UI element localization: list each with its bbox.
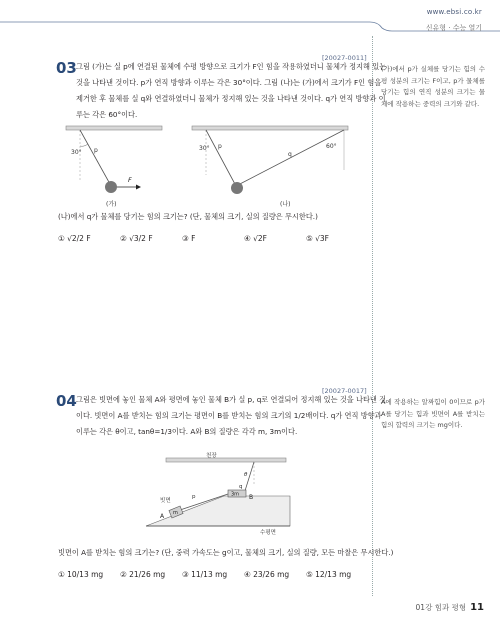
q3-b-label-q: q [288, 151, 292, 158]
q4-code: [20027-0017] [322, 387, 367, 395]
q3-a-label-F: F [128, 176, 132, 184]
q4-incline-label: 빗면 [160, 498, 171, 504]
q4-text: 그림은 빗면에 놓인 물체 A와 평면에 놓인 물체 B가 실 p, q로 연결되어 정지해 있는 것을 나타낸 것이다. 빗면이 A를 받치는 힘의 크기는 평면이 B를 받치는 힘의 크기의 1/2배이다. q가 연직 방향과 이루는 각은 θ이고, tanθ=1/3이다. A와 B의 질량은 각각 m, 3m이다. [76, 395, 387, 436]
q3-b-label-p: p [218, 143, 222, 150]
q3-choice-4[interactable]: ④ √2F [244, 234, 267, 243]
q3-a-angle: 30° [71, 149, 82, 156]
q4-number: 04 [56, 392, 77, 410]
q3-a-caption: (가) [106, 201, 117, 208]
q3-figure-a [58, 120, 168, 210]
q3-b-angle2: 60° [326, 143, 337, 150]
q4-theta: θ [244, 472, 248, 478]
q4-choice-2[interactable]: ② 21/26 mg [120, 570, 166, 579]
footer-chapter: 01강 힘과 평형 [415, 603, 467, 612]
q3-b-caption: (나) [280, 201, 291, 208]
site-url[interactable]: www.ebsi.co.kr [426, 8, 482, 16]
q4-mass-A: m [173, 510, 178, 516]
q4-subquestion: 빗면이 A를 받치는 힘의 크기는? (단, 중력 가속도는 g이고, 물체의 크기, 실의 질량, 모든 마찰은 무시한다.) [58, 548, 394, 557]
q4-floor-label: 수평면 [260, 530, 276, 536]
q3-b-angle1: 30° [199, 145, 210, 152]
q3-choice-1[interactable]: ① √2/2 F [58, 234, 91, 243]
section-label: 신유형 · 수능 열기 [425, 24, 482, 32]
q4-choice-3[interactable]: ③ 11/13 mg [182, 570, 228, 579]
q3-side-note: (가)에서 p가 실체를 당기는 힘의 수평 성분의 크기는 F이고, p가 물체를 당기는 힘의 연직 성분의 크기는 물체에 작용하는 중력의 크기와 같다. [381, 65, 485, 108]
q4-choice-4[interactable]: ④ 23/26 mg [244, 570, 290, 579]
q4-side-note: A에 작용하는 알짜힘이 0이므로 p가 A를 당기는 힘과 빗면이 A를 받치는 힘의 합력의 크기는 mg이다. [381, 398, 485, 429]
q3-subquestion: (나)에서 q가 물체를 당기는 힘의 크기는? (단, 물체의 크기, 실의 질량은 무시한다.) [58, 212, 318, 221]
q4-choices [58, 570, 368, 579]
q3-a-label-p: p [94, 147, 98, 154]
q4-ceiling-label: 천장 [206, 453, 217, 459]
q3-code: [20027-0011] [322, 54, 367, 62]
q4-choice-5[interactable]: ⑤ 12/13 mg [306, 570, 352, 579]
q3-choice-5[interactable]: ⑤ √3F [306, 234, 329, 243]
q3-figure-b [186, 120, 356, 210]
q4-label-q: q [239, 484, 243, 490]
q3-choices [58, 234, 368, 243]
q3-a-object [105, 181, 117, 193]
q4-label-p: p [192, 494, 196, 500]
page-number: 11 [470, 602, 484, 613]
q3-number: 03 [56, 59, 77, 77]
q4-label-A: A [160, 513, 165, 520]
q4-figure [140, 452, 300, 540]
q3-choice-3[interactable]: ③ F [182, 234, 196, 243]
q4-mass-B: 3m [231, 491, 240, 498]
page-footer [416, 602, 484, 613]
q3-choice-2[interactable]: ② √3/2 F [120, 234, 153, 243]
q3-b-object [231, 182, 243, 194]
q4-label-B: B [249, 494, 254, 501]
q3-text: 그림 (가)는 실 p에 연결된 물체에 수평 방향으로 크기가 F인 힘을 작용하였더니 물체가 정지해 있는 것을 나타낸 것이다. p가 연직 방향과 이루는 각은 30°이다. 그림 (나)는 (가)에서 크기가 F인 힘을 제거한 후 물체를 실 q와 연결하였더니 물체가 정지해 있는 것을 나타낸 것이다. q가 연직 방향과 이루는 각은 60°이다. [76, 62, 387, 119]
q4-choice-1[interactable]: ① 10/13 mg [58, 570, 104, 579]
